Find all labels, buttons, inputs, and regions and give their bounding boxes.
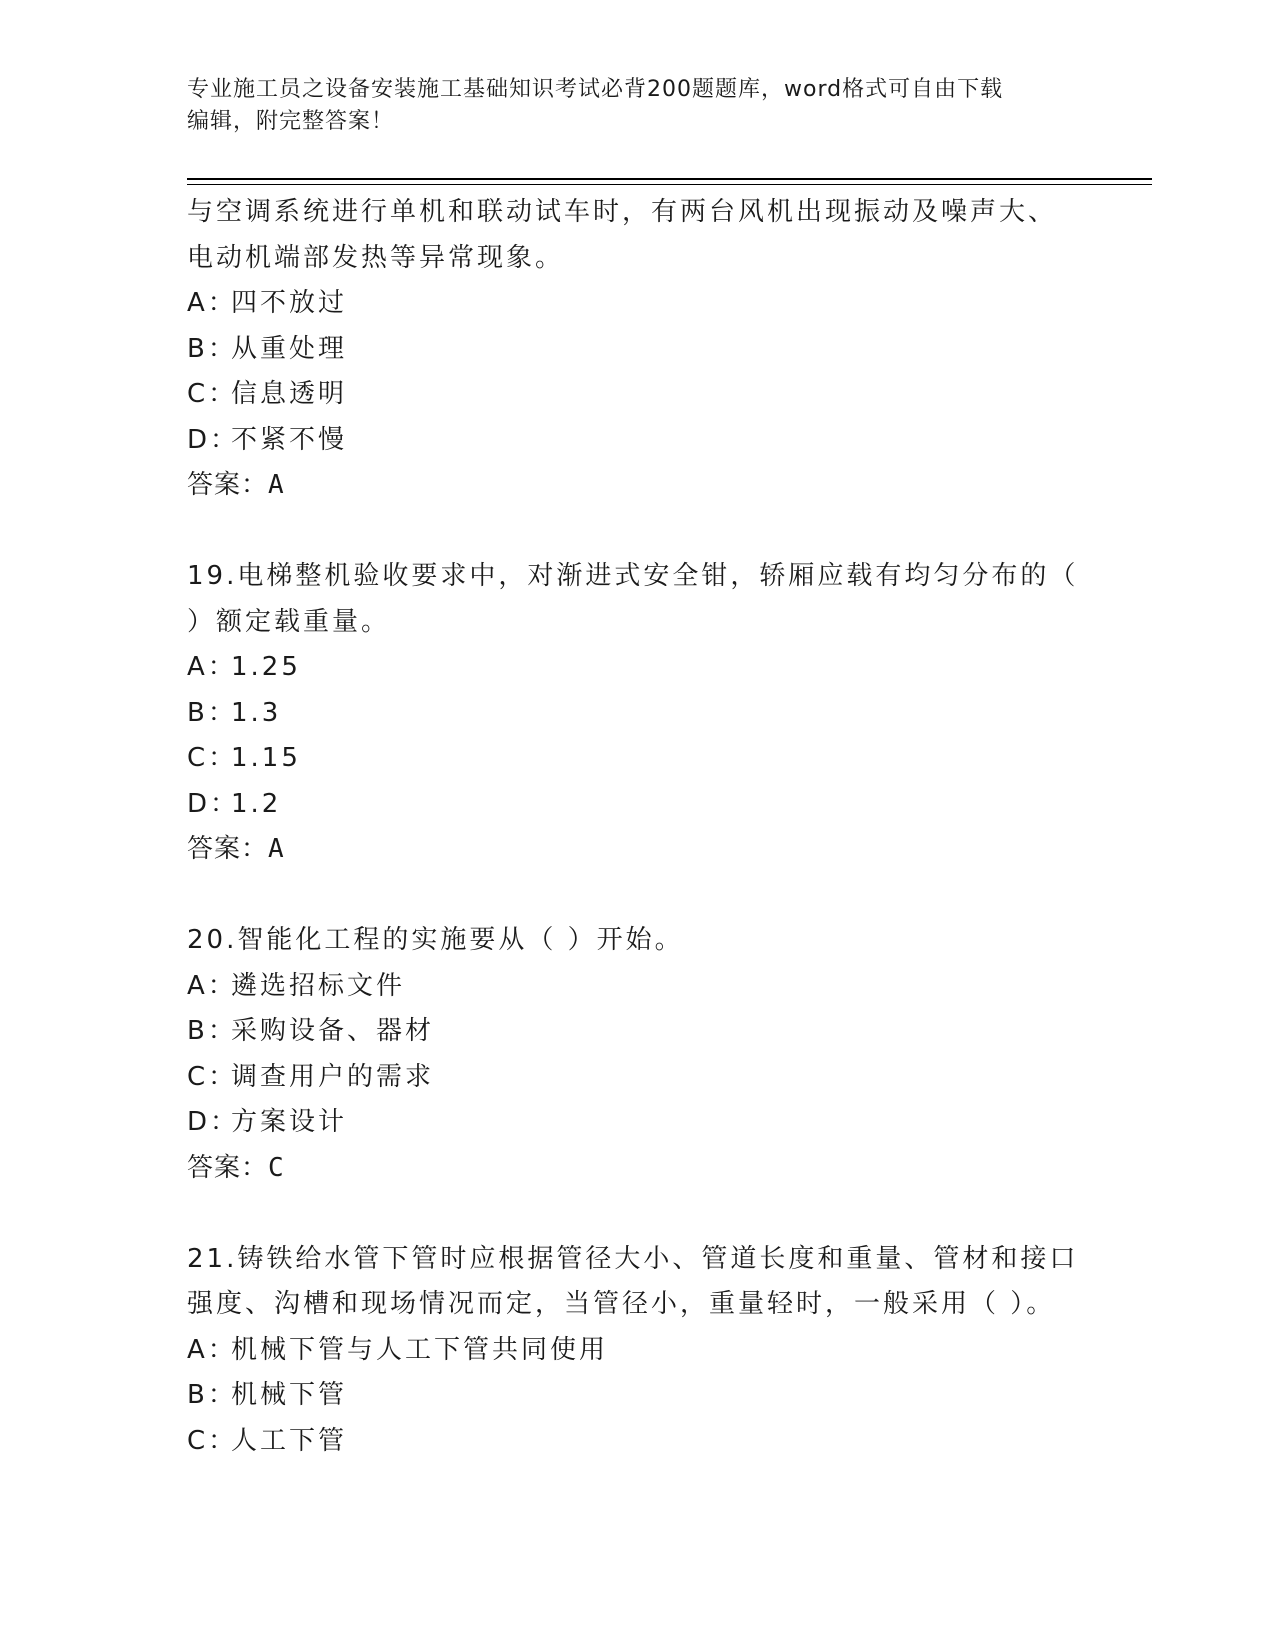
answer-line: 答案：A [187, 470, 285, 500]
option-key: C： [187, 1425, 238, 1456]
option-text: 1.2 [231, 788, 282, 819]
option-key: C： [187, 1061, 238, 1092]
option-key: B： [187, 1016, 237, 1046]
question-text-line: 20.智能化工程的实施要从（ ）开始。 [187, 925, 684, 955]
header-divider-thick [187, 178, 1152, 180]
option-text: 从重处理 [231, 333, 348, 364]
option-a [187, 645, 1087, 691]
option-key: D： [187, 788, 240, 819]
option-text: 信息透明 [231, 379, 348, 409]
option-c [187, 1055, 1087, 1101]
document-header [187, 74, 1087, 138]
header-title-line-1: 专业施工员之设备安装施工基础知识考试必背200题题库，word格式可自由下载 [187, 77, 1004, 102]
spacer [187, 1191, 1087, 1237]
question-block-19 [187, 554, 1087, 873]
option-text: 机械下管与人工下管共同使用 [231, 1334, 609, 1365]
option-key: A： [187, 970, 237, 1001]
option-d [187, 418, 1087, 464]
question-text-line: ）额定载重量。 [187, 606, 391, 637]
spacer [187, 509, 1087, 555]
option-d [187, 1100, 1087, 1146]
option-text: 遴选招标文件 [231, 970, 406, 1001]
option-text: 1.25 [231, 652, 301, 682]
option-key: B： [187, 697, 237, 728]
question-list [187, 190, 1087, 1464]
spacer [187, 873, 1087, 919]
option-text: 方案设计 [231, 1107, 348, 1137]
question-text-line: 与空调系统进行单机和联动试车时，有两台风机出现振动及噪声大、 [187, 197, 1058, 227]
option-a [187, 1328, 1087, 1374]
option-c [187, 736, 1087, 782]
option-a [187, 964, 1087, 1010]
header-divider-thin [187, 184, 1152, 185]
option-key: D： [187, 1107, 240, 1137]
option-key: A： [187, 652, 237, 682]
option-text: 人工下管 [231, 1425, 348, 1456]
option-text: 1.3 [231, 697, 282, 728]
option-text: 采购设备、器材 [231, 1016, 435, 1046]
question-text-line: 强度、沟槽和现场情况而定，当管径小，重量轻时，一般采用（ ）。 [187, 1289, 1056, 1319]
option-c [187, 1419, 1087, 1465]
option-b [187, 1373, 1087, 1419]
option-key: B： [187, 333, 237, 364]
option-a [187, 281, 1087, 327]
option-key: D： [187, 424, 240, 455]
option-b [187, 1009, 1087, 1055]
answer-line: 答案：A [187, 834, 285, 864]
question-text-line: 电动机端部发热等异常现象。 [187, 242, 565, 273]
option-d [187, 782, 1087, 828]
option-text: 四不放过 [231, 288, 348, 318]
question-block-20 [187, 918, 1087, 1191]
option-key: B： [187, 1380, 237, 1410]
header-title-line-2: 编辑，附完整答案！ [187, 109, 395, 134]
option-key: C： [187, 743, 238, 773]
answer-line: 答案：C [187, 1152, 285, 1183]
option-text: 调查用户的需求 [231, 1061, 435, 1092]
option-key: C： [187, 379, 238, 409]
option-text: 不紧不慢 [231, 424, 348, 455]
option-key: A： [187, 288, 237, 318]
option-b [187, 691, 1087, 737]
option-b [187, 327, 1087, 373]
option-key: A： [187, 1334, 237, 1365]
question-text-line: 19.电梯整机验收要求中，对渐进式安全钳，轿厢应载有均匀分布的（ [187, 561, 1079, 591]
question-block-18 [187, 190, 1087, 509]
question-text-line: 21.铸铁给水管下管时应根据管径大小、管道长度和重量、管材和接口 [187, 1243, 1079, 1274]
option-c [187, 372, 1087, 418]
option-text: 机械下管 [231, 1380, 348, 1410]
question-block-21 [187, 1237, 1087, 1465]
option-text: 1.15 [231, 743, 301, 773]
